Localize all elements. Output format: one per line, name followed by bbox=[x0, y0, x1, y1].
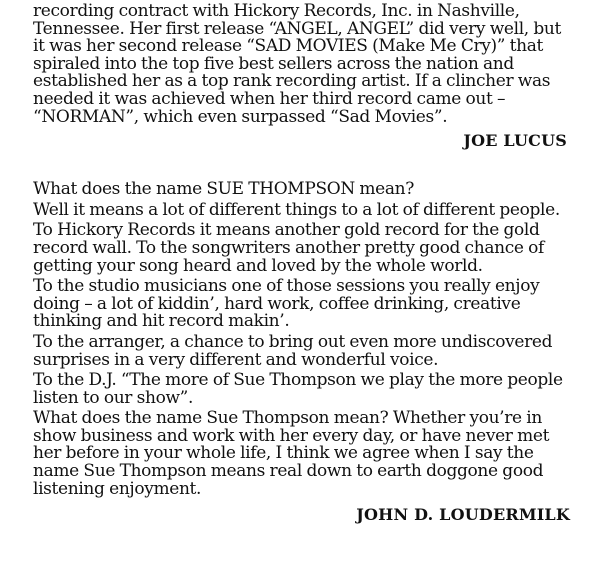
studio-musicians-paragraph: To the studio musicians one of those sessions you really enjoy doing – a lot of kiddin’, hard work, coffee drinking, creative thinking and hit record makin’. bbox=[33, 276, 540, 332]
question-paragraph: What does the name SUE THOMPSON mean? bbox=[33, 179, 415, 200]
closing-paragraph: What does the name Sue Thompson mean? Whether you’re in show business and work with her every day, or have never met her before in your whole life, I think we agree when I say the name Sue Thompson means real down to earth doggone good listening enjoyment. bbox=[33, 408, 550, 499]
intro-paragraph: recording contract with Hickory Records, Inc. in Nashville, Tennessee. Her first release “ANGEL, ANGEL” did very well, but it was her second release “SAD MOVIES (Make Me Cry)” that spiraled into the top five best sellers across the nation and established her as a top rank recording artist. If a clincher was needed it was achieved when her third record came out – “NORMAN”, which even surpassed “Sad Movies”. bbox=[33, 1, 562, 127]
signature-john-loudermilk: JOHN D. LOUDERMILK bbox=[356, 505, 570, 525]
hickory-records-paragraph: To Hickory Records it means another gold record for the gold record wall. To the songwriters another pretty good chance of getting your song heard and loved by the whole world. bbox=[33, 220, 544, 276]
meaning-paragraph: Well it means a lot of different things to a lot of different people. bbox=[33, 199, 560, 220]
signature-joe-lucus: JOE LUCUS bbox=[463, 131, 567, 151]
dj-paragraph: To the D.J. “The more of Sue Thompson we play the more people listen to our show”. bbox=[33, 370, 563, 408]
arranger-paragraph: To the arranger, a chance to bring out even more undiscovered surprises in a very different and wonderful voice. bbox=[33, 331, 553, 370]
